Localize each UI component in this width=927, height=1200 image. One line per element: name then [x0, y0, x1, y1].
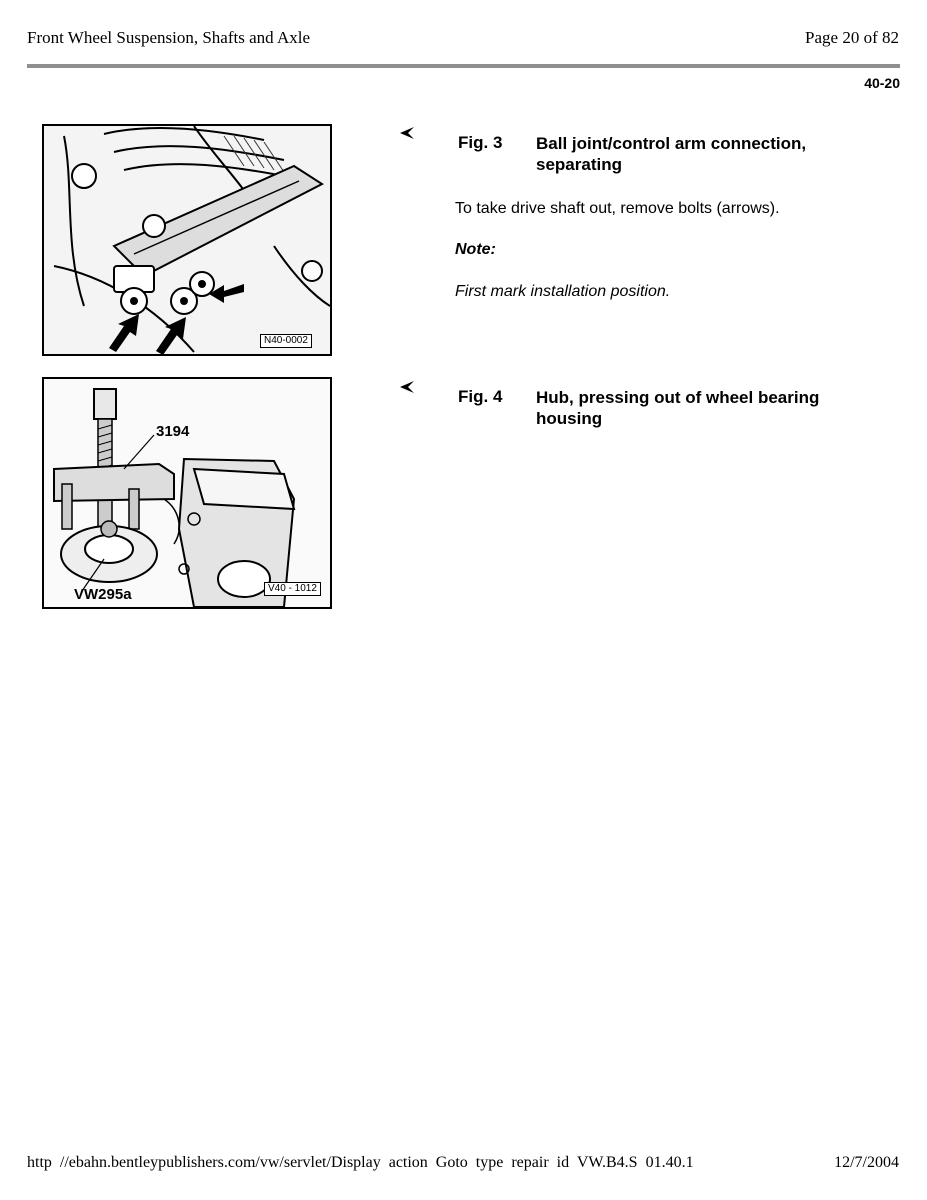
figure-3-ref-code: N40-0002 — [260, 334, 312, 348]
hub-press-drawing — [44, 379, 330, 607]
figure-3-title: Ball joint/control arm connection, separating — [536, 134, 807, 174]
document-title: Front Wheel Suspension, Shafts and Axle — [27, 28, 310, 47]
figure-4-illustration — [42, 377, 332, 609]
note-text: First mark installation position. — [455, 283, 671, 300]
footer-url: http //ebahn.bentleypublishers.com/vw/servlet/Display action Goto type repair id VW.B4.S 01.40.1 — [27, 1154, 694, 1171]
figure-3-pointer-icon — [398, 126, 416, 140]
note-label: Note: — [455, 241, 496, 258]
ball-joint-drawing — [44, 126, 330, 354]
header-divider — [27, 64, 900, 68]
figure-3-label: Fig. 3 — [458, 133, 503, 152]
figure-3-illustration — [42, 124, 332, 356]
figure-3-instruction: To take drive shaft out, remove bolts (arrows). — [455, 200, 780, 217]
figure-4-ref-code: V40 - 1012 — [264, 582, 321, 596]
figure-4-title: Hub, pressing out of wheel bearing housing — [536, 388, 820, 428]
figure-4-pointer-icon — [398, 380, 416, 394]
page-indicator: Page 20 of 82 — [805, 28, 899, 47]
section-number: 40-20 — [864, 75, 900, 91]
tool-callout-3194: 3194 — [156, 423, 190, 440]
tool-callout-vw295a: VW295a — [74, 586, 132, 603]
figure-4-label: Fig. 4 — [458, 387, 503, 406]
footer-date: 12/7/2004 — [834, 1154, 899, 1171]
